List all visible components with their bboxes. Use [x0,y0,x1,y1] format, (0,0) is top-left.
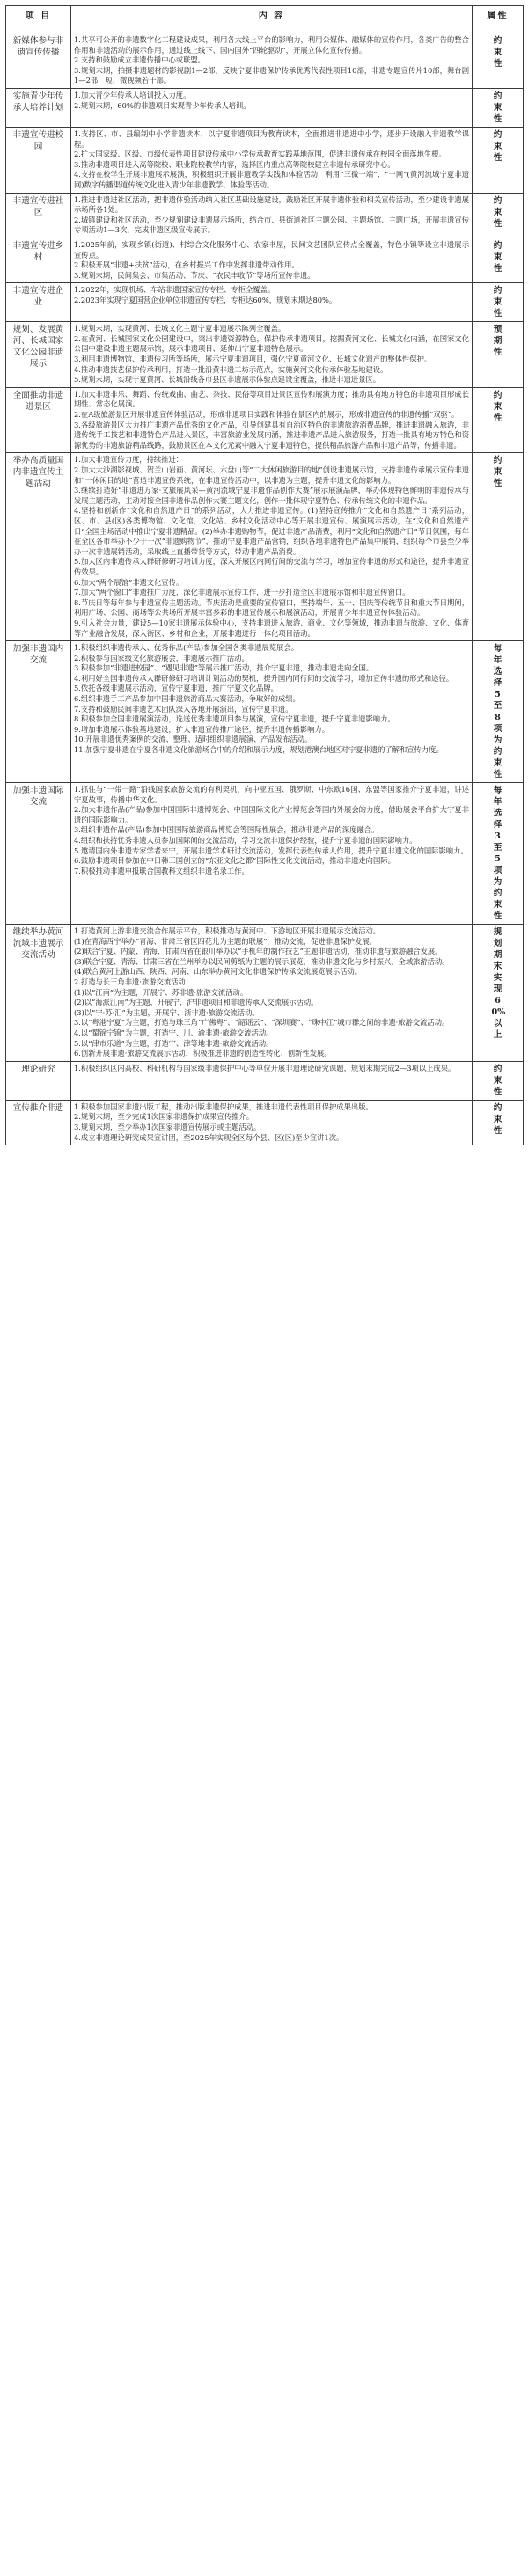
content-line: 10.开展非遗优秀案例的交流、整理、适时组织非遗展演、产品发布活动。 [74,735,312,744]
content-line: 1.积极参加国家非遗出版工程，推动出版非遗保护成果，推进非遗代表性项目保护成果出版。 [74,1101,373,1111]
content-line: 2.2023年实现宁夏国营企业单位非遗宣传专栏，专柜达60%，规划末期达80%。 [74,295,337,304]
content-line: 2.加大非遗作品(产品)参加中国国际非遗博览会、中国国际文化产业博览会等国内外展会的力度，借助展会平台扩大宁夏非遗的国际影响力。 [74,805,469,824]
table-row [6,641,524,783]
row-property-label: 约束性 [493,240,502,274]
row-property-label: 规划期末实现60%以上 [491,927,506,1041]
row-item-name: 理论研究 [6,1061,71,1100]
row-property [473,1100,524,1145]
content-line: 4.以“蜀锦宁锦”为主题，打造宁、川、渝非遗·旅游交流活动。 [74,1028,274,1038]
row-property [473,641,524,783]
row-content [71,238,473,282]
table-row [6,283,524,322]
content-line: 6.鼓励非遗项目参加在中日韩三国创立的“东亚文化之都”国际性文化交流活动，推动非遗走向国际。 [74,856,395,866]
row-content [71,193,473,238]
content-line: 2.打造与长三角非遗·旅游交流活动： [74,977,194,987]
row-property [473,1061,524,1100]
row-content [71,127,473,193]
content-line: 6.组织非遗手工产品参加中国非遗旅游商品大赛活动，争取好的成绩。 [74,694,300,704]
content-line: (4)联合黄河上游山西、陕西、河南、山东举办黄河文化非遗保护传承交流展览展示活动。 [74,967,363,977]
content-line: 3.规划末期，民间集会、市集活动、节庆、“农民丰收节”等场所宣传非遗。 [74,270,315,280]
content-line: 5.加大区内非遗传承人群研修研习培训力度，深入开展区内同行间的交流与学习，增加宣传非遗的形式和途径，提升非遗宣传效果。 [74,557,469,576]
row-content [71,925,473,1062]
row-property [473,238,524,282]
content-line: 8.积极参加全国非遗展演活动，选送优秀非遗项目参与展演，宣传宁夏非遗，提升宁夏非遗影响力。 [74,714,395,724]
row-content [71,283,473,322]
row-property [473,925,524,1062]
content-line: 3.规划末期，拍摄非遗题材的影视剧1—2部，反映宁夏非遗保护传承优秀代表性项目10部，非遗专题宣传片10部，舞台剧1—2部，短、微视频若干部。 [74,65,469,85]
table-row [6,387,524,453]
row-property-label: 预期性 [493,325,502,358]
row-item-name: 非遗宣传进校园 [6,127,71,193]
row-property [473,127,524,193]
content-line: 11.加强宁夏非遗在宁夏各非遗文化旅游场合中的介绍和展示力度，规划港澳台地区对宁夏非遗的了解和宣传力度。 [74,745,444,755]
row-item-name: 非遗宣传进社区 [6,193,71,238]
row-property [473,322,524,388]
table-body [6,33,524,1145]
header-content: 内 容 [71,6,473,33]
row-content [71,1061,473,1100]
content-line: (3)以“宁·苏·汇”为主题，开展宁、浙非遗·旅游交流活动。 [74,1007,260,1017]
table-row [6,238,524,282]
row-property [473,283,524,322]
content-line: 1.积极组织非遗传承人、优秀作品(产品)参加全国各类非遗展览展会。 [74,643,299,653]
content-line: (1)以“江南”为主题，开展宁、苏非遗·旅游交流活动。 [74,987,248,997]
row-property-label: 约束性 [493,36,502,69]
content-line: 7.加大“两个窗口”非遗推广力度，深化非遗展示宣传工作，进一步打造全区非遗展示馆和非遗宣传窗口。 [74,588,410,597]
table-row [6,925,524,1062]
table-row [6,1100,524,1145]
row-content [71,641,473,783]
content-line: 3.继续打造好“非遗进万家·文旅展风采—黄河流域宁夏非遗作品创作大赛”展示展演品牌，举办体现特色鲜明的非遗传承与发展主题活动，主动对接全国非遗作品创作大赛主题文化，创作一批体现宁夏特色、传承传统文化的非遗作品。 [74,486,469,505]
content-line: 3.各级旅游景区大力推广非遗产品优秀的文化产品，引导创建具有自治区特色的非遗旅游消费品牌，推进非遗融入旅游，非遗传统手工技艺和非遗特色产品进入景区，丰富旅游业发展内涵，推进非遗产品进入旅游服务，打造一批具有地方特色和资源优势的非遗旅游精品线路，鼓励景区在本文化元素中融入宁夏非遗特色，提供精品旅游产品和非遗产品等，传播非遗。 [74,420,469,450]
table-row [6,322,524,388]
row-property [473,783,524,925]
row-property [473,33,524,89]
row-content [71,33,473,89]
content-line: 3.推动非遗项目进入高等院校、职业院校教学内容，选择区内重点高等院校建立非遗传承研究中心。 [74,159,395,169]
content-line: 8.节庆日等每年参与非遗宣传主题活动。节庆活动是重要的宣传窗口，坚持端午、五一、国庆等传统节日和重大节日期间，利用广场、公园、商场等公共场所开展丰富多彩的非遗宣传展示和展演活动，开展青少年非遗宣传体验活动。 [74,597,469,618]
table-row [6,783,524,925]
row-content [71,322,473,388]
content-line: 1.加大非遗宣传力度，持续推进： [74,455,184,465]
content-line: 1.2022年，实现机场、车站非遗国家宣传专栏、专柜全覆盖。 [74,285,275,295]
table-row [6,33,524,89]
row-property [473,193,524,238]
content-line: 9.增加非遗展示体验基地建设，扩大非遗宣传推广途径，提升非遗传播影响力。 [74,724,330,734]
row-property-label: 每年选择3至5项为约束性 [493,786,502,922]
content-line: 1.积极组织区内高校、科研机构与国家级非遗保护中心等单位开展非遗理论研究课题，规划末期完成2—3项以上成果。 [74,1063,456,1072]
content-line: 5.规划末期，实现宁夏黄河、长城沿线各市县区非遗展示体验点建设全覆盖，推进非遗进景区。 [74,375,381,384]
content-line: 2.在A级旅游景区开展非遗宣传体验活动，形成非遗项目实践和体验在景区内的展示，形成非遗宣传的非遗传播“双驱”。 [74,410,459,420]
content-line: 2.规划末期，60%的非遗项目实现青少年传承人培训。 [74,100,251,110]
row-content [71,88,473,127]
content-line: 2.在黄河、长城国家文化公园建设中，突出非遗资源特色，保护传承非遗项目，挖掘黄河文化、长城文化内涵，在国家文化公园中建设非遗主题展示馆，展示非遗项目、延伸出宁夏非遗特色展示。 [74,333,469,354]
plan-document [5,5,523,1145]
row-content [71,783,473,925]
table-row [6,127,524,193]
row-property-label: 约束性 [493,1064,502,1097]
content-line: 2.扩大国家级、区级、市级代表性项目建设传承中小学传承教育实践基地范围，促进非遗传承在校园全面落地生根。 [74,150,446,159]
row-item-name: 全面推动非遗进景区 [6,387,71,453]
row-property-label: 约束性 [493,129,502,163]
content-line: 1.规划末期，实现黄河、长城文化主题宁夏非遗展示陈列全覆盖。 [74,324,286,333]
content-line: 6.创新开展非遗·旅游交流展示活动，积极推进非遗的创造性转化、创新性发展。 [74,1049,332,1058]
content-line: 3.以“粤港宁夏”为主题，打造与珠三角“广佛粤”、“韶谣云”、“深圳赛”、“珠中江”城市群之间的非遗·旅游交流活动。 [74,1018,450,1028]
row-item-name: 继续举办黄河流域非遗展示交流活动 [6,925,71,1062]
row-property-label: 约束性 [493,286,502,319]
content-line: 4.推动非遗技艺保护传承利用，打造一批沿黄非遗工坊示范点，实施黄河文化传承体验基地建设。 [74,364,388,374]
content-line: (1)在青海西宁举办“青海、甘肃三省区四花儿为主题的联展”，推动交流，促进非遗保护发展。 [74,936,377,946]
row-property-label: 约束性 [493,390,502,423]
row-property [473,453,524,641]
plan-table [5,5,524,1145]
content-line: 1.加大非遗非乐、舞蹈、传统戏曲、曲艺、杂技、民俗等项目进景区宣传和展演力度；推动具有地方特色的非遗项目形成长期性、常态化展演。 [74,389,469,409]
row-item-name: 加强非遗国内交流 [6,641,71,783]
table-row [6,193,524,238]
row-property-label: 约束性 [493,195,502,229]
content-line: 2.规划末期，至少完成1次国家非遗保护成果宣传推介。 [74,1112,254,1122]
row-property [473,88,524,127]
content-line: 1.推进非遗进社区活动，把非遗体验活动纳入社区基础设施建设，鼓励社区开展非遗体验和相关宣传活动，至少建设非遗展示场所各1处。 [74,194,469,215]
content-line: 4.支持在校学生开展非遗展示展演，积极组织开展非遗教学实践和体验活动，利用“三微一端”、“一网”(黄河流域宁夏非遗网)数字传播渠道传统文化进入青少年非遗教学、体验等活动。 [74,170,469,189]
content-line: (2)以“海派江南”为主题，开展宁、沪非遗项目和非遗传承人交流展示活动。 [74,998,319,1007]
content-line: 1.加大青少年传承人培训投入力度。 [74,90,191,99]
row-item-name: 宣传推介非遗 [6,1100,71,1145]
content-line: 2.积极开展“非遗+扶贫”活动，在乡村振兴工作中发挥非遗带动作用。 [74,260,299,270]
content-line: 6.加大“两个展馆”非遗文化宣传。 [74,577,184,587]
content-line: 4.成立非遗理论研究成果宣讲团，至2025年实现全区每个县、区(区)至少宣讲1次。 [74,1132,344,1142]
row-property-label: 每年选择5至8项为约束性 [493,644,502,780]
content-line: 5.以“津市乐道”为主题，打造宁、津等地非遗·旅游交流活动。 [74,1038,274,1048]
row-item-name: 加强非遗国际交流 [6,783,71,925]
content-line: 2.加大大沙湖影视城、贺兰山岩画、黄河坛、六盘山等“二大休闲旅游目的地”创设非遗展示馆，支持非遗传承展示宣传非遗和“一休闲目的地”营造非遗宣传系统，在非遗宣传活动中，以非遗为主题，提升非遗文化的影响力。 [74,465,469,485]
table-row [6,88,524,127]
content-line: (3)联合宁夏、青海、甘肃三省在兰州举办以民间剪纸为主题的展示展览，推动非遗文化与乡村振兴、全域旅游活动。 [74,956,450,966]
header-property: 属性 [473,6,524,33]
content-line: 1.共享可公开的非遗数字化工程建设成果，利用各大线上平台的影响力，利用公媒体、融媒体的宣传作用，各类广告的整合作用和非遗活动的展示作用，通过线上线下、国内国外“四轮驱动”，开展立体化宣传传播。 [74,35,469,55]
content-line: (2)联合宁夏、内蒙、青海、甘肃四省在银川举办以“手机年的制作技艺”主题非遗活动，推动非遗与旅游融合发展。 [74,947,443,956]
row-item-name: 规划、发展黄河、长城国家文化公园非遗展示 [6,322,71,388]
row-item-name: 实施青少年传承人培养计划 [6,88,71,127]
content-line: 3.组织非遗作品(产品)参加中国国际旅游商品博览会等国际性展会，推动非遗产品的深度融合。 [74,825,379,835]
content-line: 1.抓住与“一带一路”沿线国家旅游交流的有利契机，向中亚五国、俄罗斯、中东欧16国、东盟等国家推介宁夏非遗，讲述宁夏故事，传播中华文化。 [74,785,469,804]
content-line: 1.2025年前，实现乡镇(街道)、村综合文化服务中心、农家书屋，民间文艺团队宣传点全覆盖，特色小镇等设立非遗展示宣传点。 [74,239,469,260]
row-property [473,387,524,453]
row-content [71,1100,473,1145]
content-line: 3.规划末期，至少举办1次国家非遗宣传展示或主题活动。 [74,1123,261,1131]
content-line: 9.引入社会力量，建设5—10家非遗展示体验中心，支持非遗进入旅游、商业、文化等领域，推动非遗与旅游、文化、体育等产业融合发展，深入街区、乡村和企业，开展非遗进行一体化项目活动。 [74,618,469,638]
content-line: 3.利用非遗博物馆、非遗传习所等场所，展示宁夏非遗项目，强化宁夏黄河文化、长城文化遗产的整体性保护。 [74,355,432,364]
content-line: 4.利用好全国非遗传承人群研修研习培训计划活动的契机，提升国内同行间的交流学习，增加宣传非遗的形式和途径。 [74,673,454,683]
content-line: 5.邀请国内外非遗专家学者来宁，开展非遗学术研讨交流活动，发挥代表性传承人作用，提升宁夏非遗文化的国际影响力。 [74,845,468,855]
content-line: 7.支持和鼓励民间非遗艺术团队深入各地开展演出，宣传宁夏非遗。 [74,704,293,714]
table-row [6,1061,524,1100]
content-line: 2.城镇建设和社区活动，至少规划建设非遗展示场所，结合市、县街道社区主题公园、主题场馆、主题广场，开展非遗宣传专项活动1—3次，完成非遗区级宣传展示。 [74,215,469,235]
row-property-label: 约束性 [493,456,502,489]
row-item-name: 举办高质量国内非遗宣传主题活动 [6,453,71,641]
row-property-label: 约束性 [493,1102,502,1136]
row-content [71,453,473,641]
header-item: 项 目 [6,6,71,33]
row-property-label: 约束性 [493,91,502,124]
content-line: 1.支持区、市、县编制中小学非遗读本，以宁夏非遗项目为教育读本，全面推进非遗进中小学，逐步开设融入非遗教学课程。 [74,128,469,149]
row-item-name: 新媒体参与非遗宣传传播 [6,33,71,89]
content-line: 2.支持和鼓励成立非遗传播中心或联盟。 [74,55,205,65]
row-item-name: 非遗宣传进乡村 [6,238,71,282]
content-line: 3.积极参加“非遗进校园”、“遇见非遗”等展示推广活动，推介宁夏非遗，推动非遗走向全国。 [74,663,374,673]
table-header-row [6,6,524,33]
content-line: 2.积极参与国家级文化旅游展会，非遗展示推广活动。 [74,653,249,662]
row-content [71,387,473,453]
content-line: 4.坚持和创新作“文化和自然遗产日”的系列活动，大力推进非遗宣传。(1)坚持宣传推介“文化和自然遗产日”系列活动，区、市、县(区)各类博物馆、文化馆、文化站、乡村文化活动中心等开展非遗宣传、展演展示活动，在“文化和自然遗产日”全国主场活动中推出宁夏非遗精品。(2)举办非遗购物节，促进非遗产品消费，利用“文化和自然遗产日”节日氛围，每年在全区各市举办不少于一次“非遗购物节”，推动宁夏非遗产品营销，组织各地非遗特色产品集中展销，组织每个市县至少举办一次非遗展销活动，采取线上直播带货等方式，带动非遗产品消费。 [74,506,469,556]
content-line: 5.依托各级非遗展示活动，宣传宁夏非遗，推广宁夏文化品牌。 [74,684,278,693]
table-row [6,453,524,641]
content-line: 1.打造黄河上游非遗交流合作展示平台，积极推动与黄河中、下游地区开展非遗展示交流活动。 [74,926,381,936]
content-line: 4.组织和扶持优秀非遗人员参加国际间的交流活动，学习交流非遗保护经验，提升宁夏非遗的国际影响力。 [74,836,417,845]
content-line: 7.积极推动非遗申报联合国教科文组织非遗名录工作。 [74,866,249,875]
row-item-name: 非遗宣传进企业 [6,283,71,322]
